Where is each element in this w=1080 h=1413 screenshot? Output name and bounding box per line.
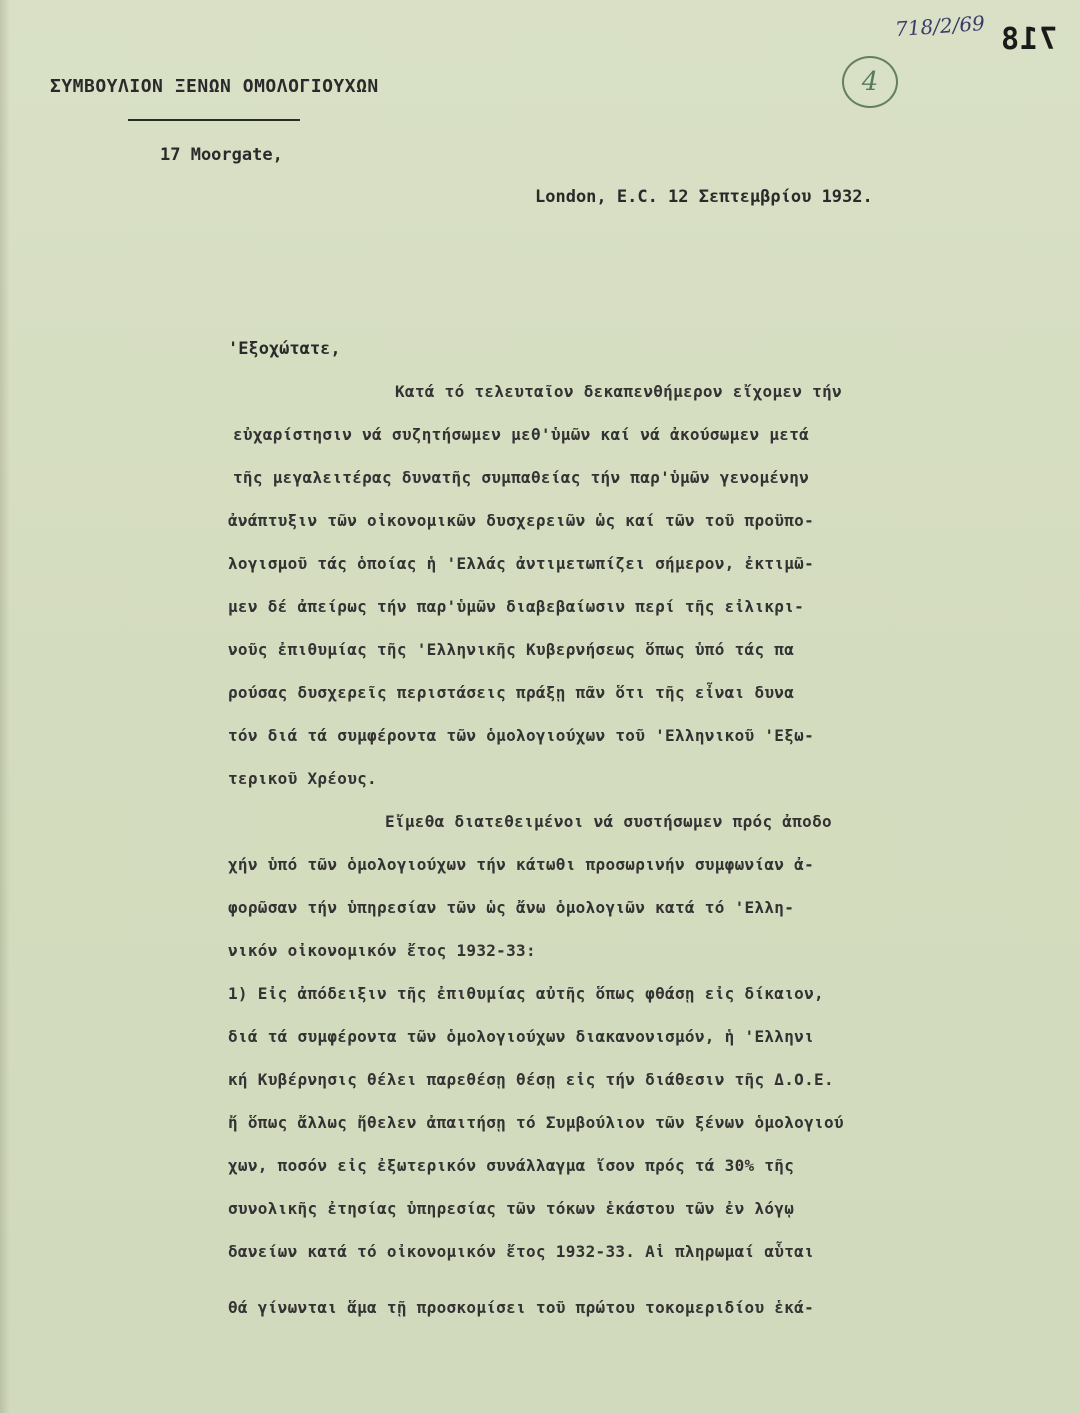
- body-line: κή Κυβέρνησις θέλει παρεθέσῃ θέσῃ εἰς τήν διάθεσιν τῆς Δ.Ο.Ε.: [228, 1070, 834, 1089]
- letterhead-underline: [128, 119, 300, 121]
- archive-stamp-number: 718: [1000, 22, 1058, 57]
- body-line: συνολικῆς ἐτησίας ὑπηρεσίας τῶν τόκων ἑκάστου τῶν ἐν λόγῳ: [228, 1199, 795, 1218]
- dateline: London, E.C. 12 Σεπτεμβρίου 1932.: [535, 187, 873, 207]
- salutation: 'Εξοχώτατε,: [228, 339, 341, 359]
- body-line: χήν ὑπό τῶν ὁμολογιούχων τήν κάτωθι προσωρινήν συμφωνίαν ἀ-: [228, 855, 815, 874]
- body-line: τερικοῦ Χρέους.: [228, 769, 377, 788]
- body-line: τῆς μεγαλειτέρας δυνατῆς συμπαθείας τήν παρ'ὑμῶν γενομένην: [233, 468, 810, 487]
- body-line: Κατά τό τελευταῖον δεκαπενθήμερον εἴχομεν τήν: [395, 382, 842, 401]
- body-line: μεν δέ ἀπείρως τήν παρ'ὑμῶν διαβεβαίωσιν περί τῆς εἰλικρι-: [228, 597, 805, 616]
- body-line: δανείων κατά τό οἰκονομικόν ἔτος 1932-33. Αἱ πληρωμαί αὗται: [228, 1242, 815, 1261]
- body-line: θά γίνωνται ἅμα τῇ προσκομίσει τοῦ πρώτου τοκομεριδίου ἑκά-: [228, 1298, 815, 1317]
- letterhead-title: ΣΥΜΒΟΥΛΙΟΝ ΞΕΝΩΝ ΟΜΟΛΟΓΙΟΥΧΩΝ: [50, 76, 379, 97]
- body-line: ρούσας δυσχερεῖς περιστάσεις πράξῃ πᾶν ὅτι τῆς εἶναι δυνα: [228, 683, 795, 702]
- body-line: νοῦς ἐπιθυμίας τῆς 'Ελληνικῆς Κυβερνήσεως ὅπως ὑπό τάς πα: [228, 640, 795, 659]
- body-line: Εἴμεθα διατεθειμένοι νά συστήσωμεν πρός ἀποδο: [385, 812, 832, 831]
- body-line: 1) Εἰς ἀπόδειξιν τῆς ἐπιθυμίας αὐτῆς ὅπως φθάσῃ εἰς δίκαιον,: [228, 984, 824, 1003]
- body-line: φορῶσαν τήν ὑπηρεσίαν τῶν ὡς ἄνω ὁμολογιῶν κατά τό 'Ελλη-: [228, 898, 795, 917]
- body-line: νικόν οἰκονομικόν ἔτος 1932-33:: [228, 941, 536, 960]
- body-line: ἀνάπτυξιν τῶν οἰκονομικῶν δυσχερειῶν ὡς καί τῶν τοῦ προϋπο-: [228, 511, 815, 530]
- body-line: τόν διά τά συμφέροντα τῶν ὁμολογιούχων τοῦ 'Ελληνικοῦ 'Εξω-: [228, 726, 815, 745]
- body-line: λογισμοῦ τάς ὁποίας ἡ 'Ελλάς ἀντιμετωπίζει σήμερον, ἐκτιμῶ-: [228, 554, 815, 573]
- page-edge-shadow: [0, 0, 10, 1413]
- body-line: εὐχαρίστησιν νά συζητήσωμεν μεθ'ὑμῶν καί νά ἀκούσωμεν μετά: [233, 425, 810, 444]
- body-line: διά τά συμφέροντα τῶν ὁμολογιούχων διακανονισμόν, ἡ 'Ελληνι: [228, 1027, 815, 1046]
- body-line: χων, ποσόν εἰς ἐξωτερικόν συνάλλαγμα ἴσον πρός τά 30% τῆς: [228, 1156, 795, 1175]
- body-line: ἤ ὅπως ἄλλως ἤθελεν ἀπαιτήσῃ τό Συμβούλιον τῶν ξένων ὁμολογιού: [228, 1113, 844, 1132]
- page-number-circle: [842, 56, 898, 108]
- page-number: 4: [861, 67, 879, 97]
- archive-reference-note: 718/2/69: [894, 10, 986, 42]
- letterhead-address: 17 Moorgate,: [160, 145, 283, 165]
